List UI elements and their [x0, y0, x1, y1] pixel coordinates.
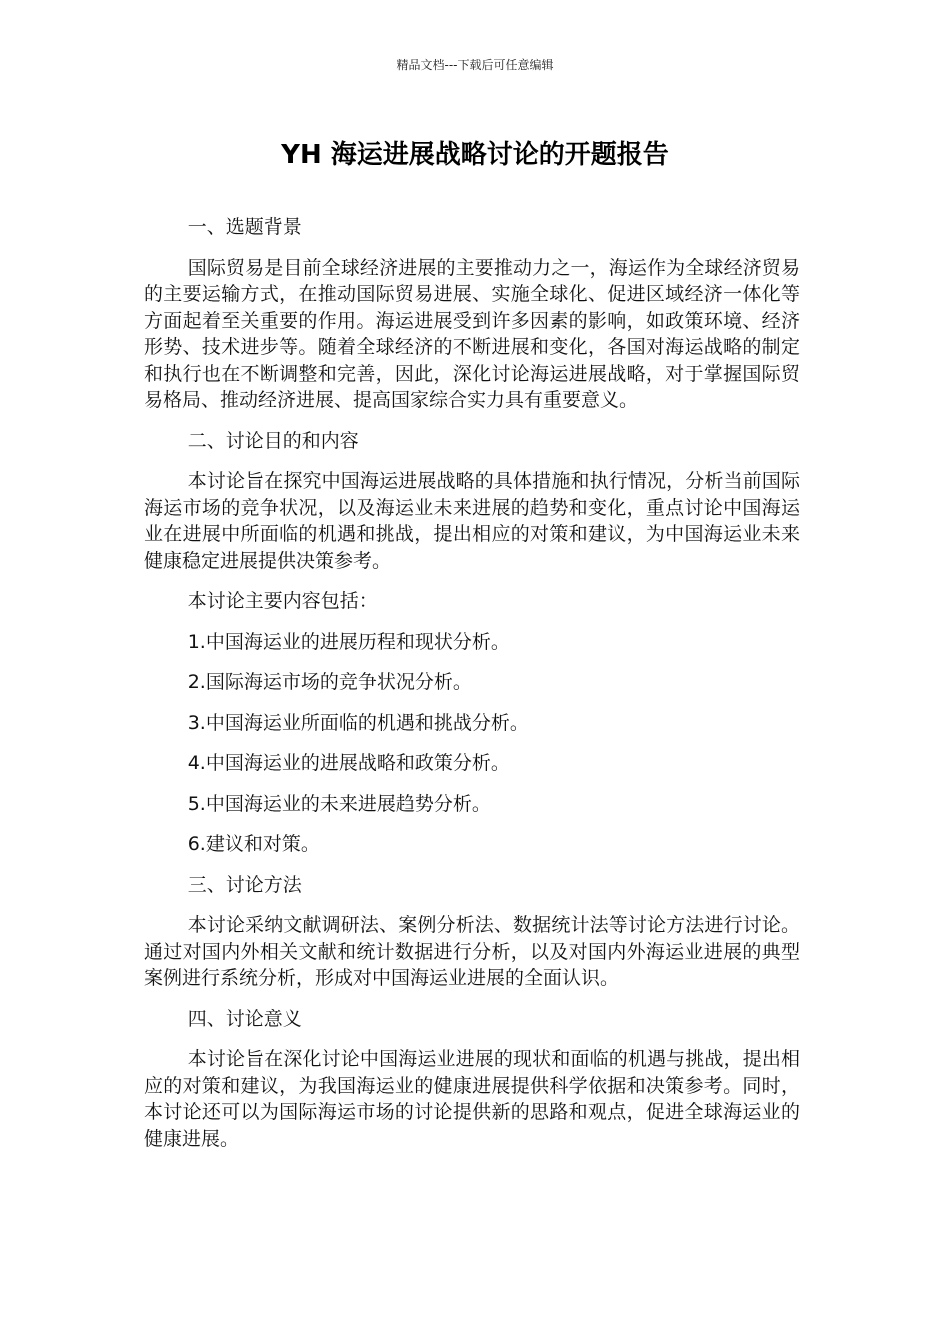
document-title: YH 海运进展战略讨论的开题报告: [281, 140, 669, 170]
section-heading-background: 一、选题背景: [187, 216, 302, 238]
list-item: 2.国际海运市场的竞争状况分析。: [187, 671, 472, 693]
list-intro: 本讨论主要内容包括：: [187, 590, 378, 612]
list-item: 3.中国海运业所面临的机遇和挑战分析。: [187, 711, 529, 734]
header-note: 精品文档---下载后可任意编辑: [396, 58, 554, 72]
document-body: [144, 214, 800, 1166]
section-paragraph-significance: 本讨论旨在深化讨论中国海运业进展的现状和面临的机遇与挑战，提出相应的对策和建议，为我国海运业的健康进展提供科学依据和决策参考。同时，本讨论还可以为国际海运市场的讨论提供新的思路和观点，促进全球海运业的健康进展。: [144, 1048, 800, 1150]
list-item: 6.建议和对策。: [187, 833, 320, 855]
section-paragraph-method: 本讨论采纳文献调研法、案例分析法、数据统计法等讨论方法进行讨论。通过对国内外相关文献和统计数据进行分析，以及对国内外海运业进展的典型案例进行系统分析，形成对中国海运业进展的全面认识。: [144, 914, 800, 989]
section-heading-method: 三、讨论方法: [187, 873, 302, 896]
list-item: 5.中国海运业的未来进展趋势分析。: [187, 792, 491, 815]
list-item: 1.中国海运业的进展历程和现状分析。: [187, 630, 510, 653]
section-heading-purpose: 二、讨论目的和内容: [187, 429, 359, 452]
section-paragraph-purpose: 本讨论旨在探究中国海运进展战略的具体措施和执行情况，分析当前国际海运市场的竞争状况，以及海运业未来进展的趋势和变化，重点讨论中国海运业在进展中所面临的机遇和挑战，提出相应的对策和建议，为中国海运业未来健康稳定进展提供决策参考。: [144, 470, 800, 572]
list-item: 4.中国海运业的进展战略和政策分析。: [187, 752, 510, 774]
section-heading-significance: 四、讨论意义: [187, 1007, 302, 1030]
section-paragraph-background: 国际贸易是目前全球经济进展的主要推动力之一，海运作为全球经济贸易的主要运输方式，在推动国际贸易进展、实施全球化、促进区域经济一体化等方面起着至关重要的作用。海运进展受到许多因素的影响，如政策环境、经济形势、技术进步等。随着全球经济的不断进展和变化，各国对海运战略的制定和执行也在不断调整和完善，因此，深化讨论海运进展战略，对于掌握国际贸易格局、推动经济进展、提高国家综合实力具有重要意义。: [144, 256, 800, 411]
